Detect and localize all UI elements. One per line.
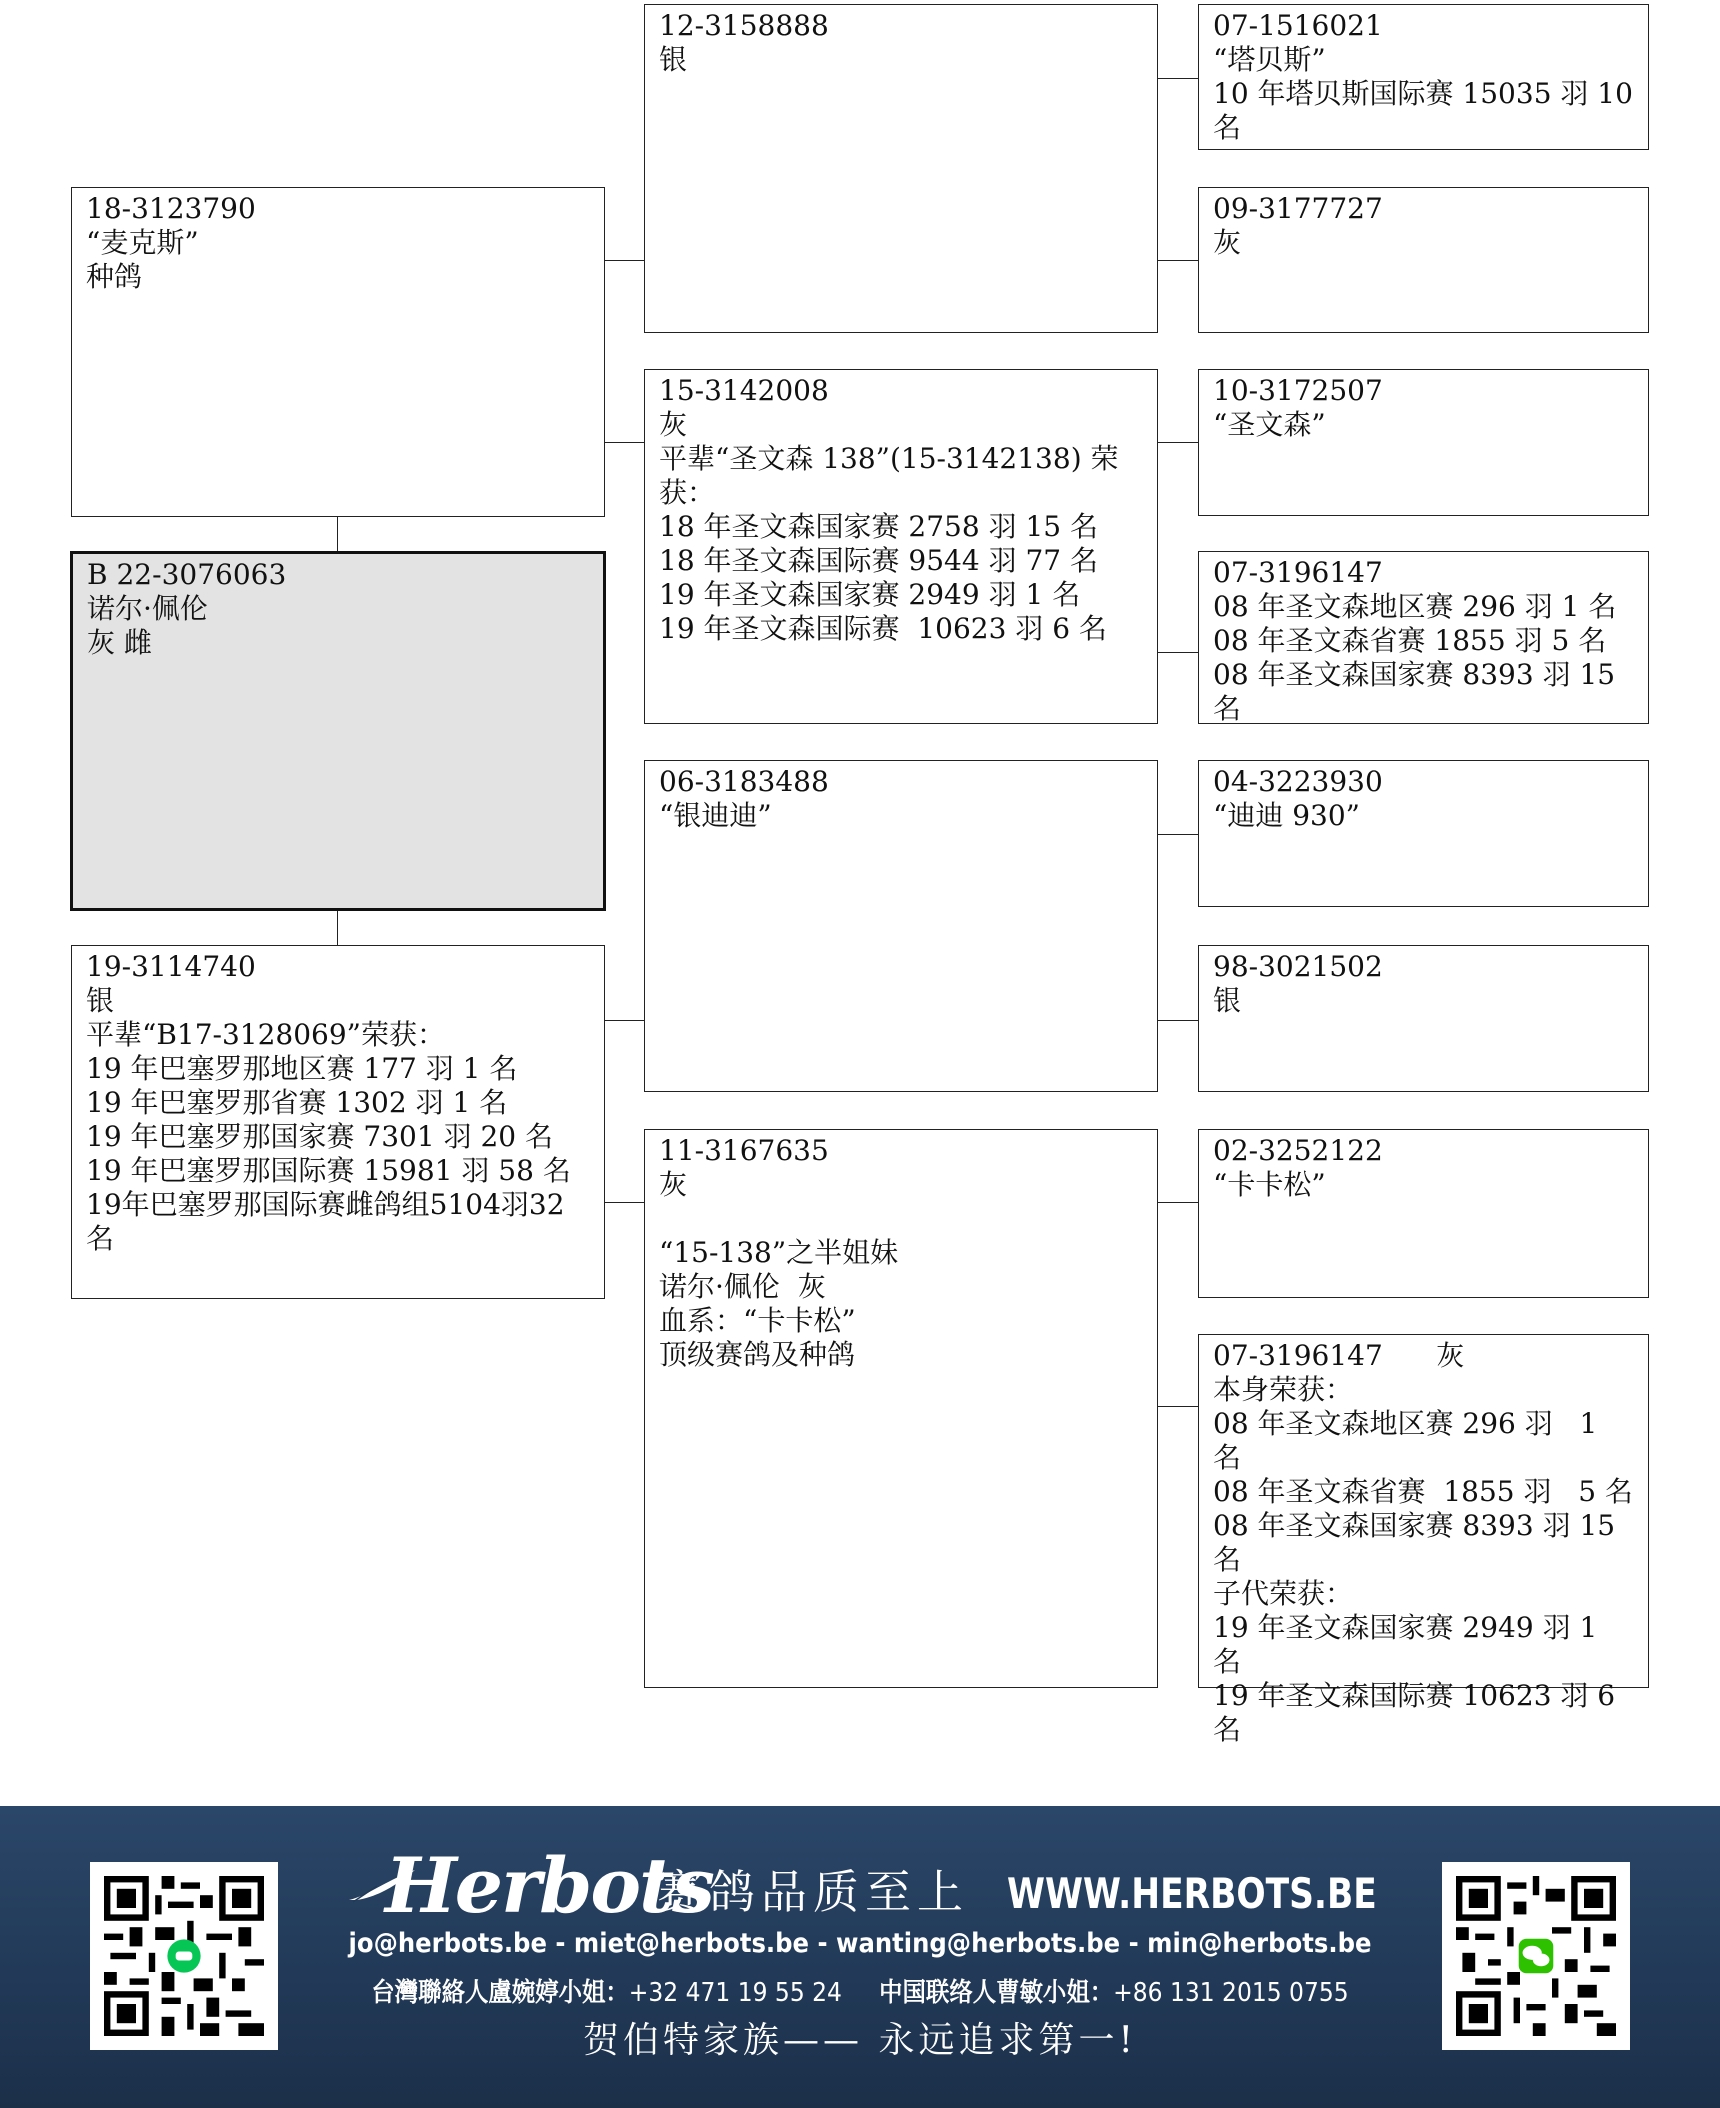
pedigree-line: 08 年圣文森国家赛 8393 羽 15 bbox=[1213, 1509, 1616, 1542]
pedigree-line: 19 年圣文森国家赛 2949 羽 1 名 bbox=[1213, 1611, 1607, 1678]
wechat-qr-code bbox=[1442, 1862, 1630, 2050]
pedigree-box-dam-dam bbox=[644, 1129, 1158, 1688]
pedigree-box-sire bbox=[71, 187, 605, 517]
pedigree-line: 银 bbox=[86, 984, 115, 1017]
pedigree-line: “圣文森” bbox=[1213, 408, 1326, 441]
pedigree-line: 19年巴塞罗那国际赛雌鸽组5104羽32 bbox=[86, 1188, 565, 1221]
pedigree-box-sire-sire bbox=[644, 4, 1158, 333]
ring-number: 02-3252122 bbox=[1213, 1134, 1383, 1167]
pedigree-line: 10 年塔贝斯国际赛 15035 羽 10 bbox=[1213, 77, 1633, 110]
pedigree-line: 08 年圣文森国家赛 8393 羽 15 bbox=[1213, 658, 1616, 691]
connector-gp-ggp bbox=[1157, 442, 1199, 443]
pedigree-line: 19 年巴塞罗那地区赛 177 羽 1 名 bbox=[86, 1052, 518, 1085]
pedigree-box-ss-sire bbox=[1198, 4, 1649, 150]
ring-number: 19-3114740 bbox=[86, 950, 256, 983]
pedigree-line: “卡卡松” bbox=[1213, 1168, 1326, 1201]
contact-cn-label: 中国联络人曹敏小姐： bbox=[879, 1978, 1114, 2008]
pedigree-line: 08 年圣文森省赛 1855 羽 5 名 bbox=[1213, 624, 1607, 657]
pedigree-box-sd-dam bbox=[1198, 551, 1649, 724]
pedigree-box-ds-sire bbox=[1198, 760, 1649, 907]
pedigree-line: “迪迪 930” bbox=[1213, 799, 1360, 832]
pedigree-line: 19 年巴塞罗那国际赛 15981 羽 58 名 bbox=[86, 1154, 571, 1187]
connector-sire-grandparents bbox=[604, 442, 645, 443]
contact-cn-phone[interactable]: +86 131 2015 0755 bbox=[1113, 1978, 1349, 2008]
pedigree-line: “塔贝斯” bbox=[1213, 43, 1326, 76]
connector-sire-grandparents bbox=[604, 260, 645, 261]
pedigree-line: 19 年巴塞罗那国家赛 7301 羽 20 名 bbox=[86, 1120, 554, 1153]
connector-gp-ggp bbox=[1157, 78, 1199, 79]
pedigree-box-sire-dam bbox=[644, 369, 1158, 724]
pedigree-line: 银 bbox=[1213, 984, 1242, 1017]
ring-number: 15-3142008 bbox=[659, 374, 829, 407]
pedigree-box-subject bbox=[70, 551, 606, 911]
ring-number: 07-1516021 bbox=[1213, 9, 1383, 42]
pedigree-line bbox=[659, 1202, 1143, 1236]
ring-number: 09-3177727 bbox=[1213, 192, 1383, 225]
pedigree-line: 银 bbox=[659, 43, 688, 76]
pedigree-box-sd-sire bbox=[1198, 369, 1649, 516]
ring-number: 12-3158888 bbox=[659, 9, 829, 42]
connector-gp-ggp bbox=[1157, 1202, 1199, 1203]
pedigree-line: 18 年圣文森国家赛 2758 羽 15 名 bbox=[659, 510, 1099, 543]
pedigree-box-ds-dam bbox=[1198, 945, 1649, 1092]
herbots-logo: Herbots bbox=[385, 1841, 713, 1930]
pedigree-line: 08 年圣文森地区赛 296 羽 1 名 bbox=[1213, 590, 1617, 623]
pedigree-box-dd-sire bbox=[1198, 1129, 1649, 1298]
brand-row bbox=[355, 1841, 1377, 1930]
pedigree-line: 灰 雌 bbox=[87, 626, 152, 659]
ring-number: 10-3172507 bbox=[1213, 374, 1383, 407]
connector-dam-grandparents bbox=[604, 1202, 645, 1203]
pedigree-line: 诺尔·佩伦 灰 bbox=[659, 1270, 826, 1303]
ring-number: 04-3223930 bbox=[1213, 765, 1383, 798]
pedigree-line: 平辈“B17-3128069”荣获： bbox=[86, 1018, 445, 1051]
ring-number: 11-3167635 bbox=[659, 1134, 829, 1167]
pedigree-line: 种鸽 bbox=[86, 260, 143, 293]
website-link[interactable]: WWW.HERBOTS.BE bbox=[1007, 1869, 1377, 1918]
pedigree-line: 血系：“卡卡松” bbox=[659, 1304, 856, 1337]
pedigree-line: “麦克斯” bbox=[86, 226, 199, 259]
email-list[interactable]: jo@herbots.be - miet@herbots.be - wanting@herbots.be - min@herbots.be bbox=[348, 1928, 1372, 1959]
pedigree-line: 19 年圣文森国际赛 10623 羽 6 名 bbox=[659, 612, 1107, 645]
connector-gp-ggp bbox=[1157, 834, 1199, 835]
pedigree-line: “15-138”之半姐妹 bbox=[659, 1236, 899, 1269]
slogan: 赛鸽品质至上 bbox=[657, 1865, 969, 1919]
connector-gp-ggp bbox=[1157, 1406, 1199, 1407]
contact-tw-phone[interactable]: +32 471 19 55 24 bbox=[628, 1978, 842, 2008]
pedigree-line: 18 年圣文森国际赛 9544 羽 77 名 bbox=[659, 544, 1099, 577]
pedigree-line: 名 bbox=[86, 1222, 115, 1255]
pedigree-line: “银迪迪” bbox=[659, 799, 772, 832]
pedigree-line: 08 年圣文森省赛 1855 羽 5 名 bbox=[1213, 1475, 1633, 1508]
pedigree-line: 获： bbox=[659, 476, 716, 509]
pedigree-box-dam-sire bbox=[644, 760, 1158, 1092]
pedigree-line: 名 bbox=[1213, 1543, 1242, 1576]
pedigree-line: 平辈“圣文森 138”(15-3142138) 荣 bbox=[659, 442, 1119, 475]
connector-subject-dam bbox=[337, 910, 338, 946]
pedigree-box-dd-dam bbox=[1198, 1334, 1649, 1746]
pedigree-line: 名 bbox=[1213, 692, 1242, 725]
ring-number: 06-3183488 bbox=[659, 765, 829, 798]
pedigree-line: 诺尔·佩伦 bbox=[87, 592, 208, 625]
pedigree-line: 顶级赛鸽及种鸽 bbox=[659, 1338, 856, 1371]
pedigree-line: 灰 bbox=[659, 408, 688, 441]
pedigree-line: 子代荣获： bbox=[1213, 1577, 1354, 1610]
pedigree-line: 本身荣获： bbox=[1213, 1373, 1354, 1406]
contact-tw-label: 台灣聯絡人盧婉婷小姐： bbox=[371, 1978, 629, 2008]
pedigree-line: 19 年圣文森国际赛 10623 羽 6 bbox=[1213, 1679, 1616, 1712]
ring-number: 18-3123790 bbox=[86, 192, 256, 225]
connector-gp-ggp bbox=[1157, 1020, 1199, 1021]
pedigree-line: 名 bbox=[1213, 111, 1242, 144]
pedigree-line: 灰 bbox=[1213, 226, 1242, 259]
family-motto: 贺伯特家族—— 永远追求第一! bbox=[583, 2020, 1137, 2061]
pedigree-line: 19 年巴塞罗那省赛 1302 羽 1 名 bbox=[86, 1086, 508, 1119]
ring-number: B 22-3076063 bbox=[87, 558, 287, 591]
connector-sire-subject bbox=[337, 516, 338, 552]
pedigree-line: 19 年圣文森国家赛 2949 羽 1 名 bbox=[659, 578, 1081, 611]
pedigree-line: 灰 bbox=[659, 1168, 688, 1201]
ring-number: 07-3196147 灰 bbox=[1213, 1339, 1465, 1372]
qr-pattern bbox=[1456, 1876, 1616, 2036]
connector-gp-ggp bbox=[1157, 260, 1199, 261]
connector-gp-ggp bbox=[1157, 652, 1199, 653]
pedigree-line: 名 bbox=[1213, 1713, 1242, 1746]
contact-line bbox=[86, 1972, 1634, 2009]
pedigree-line: 08 年圣文森地区赛 296 羽 1 名 bbox=[1213, 1407, 1607, 1474]
footer-banner bbox=[0, 1806, 1720, 2108]
ring-number: 07-3196147 bbox=[1213, 556, 1383, 589]
ring-number: 98-3021502 bbox=[1213, 950, 1383, 983]
connector-dam-grandparents bbox=[604, 1020, 645, 1021]
pedigree-box-dam bbox=[71, 945, 605, 1299]
pedigree-box-ss-dam bbox=[1198, 187, 1649, 333]
